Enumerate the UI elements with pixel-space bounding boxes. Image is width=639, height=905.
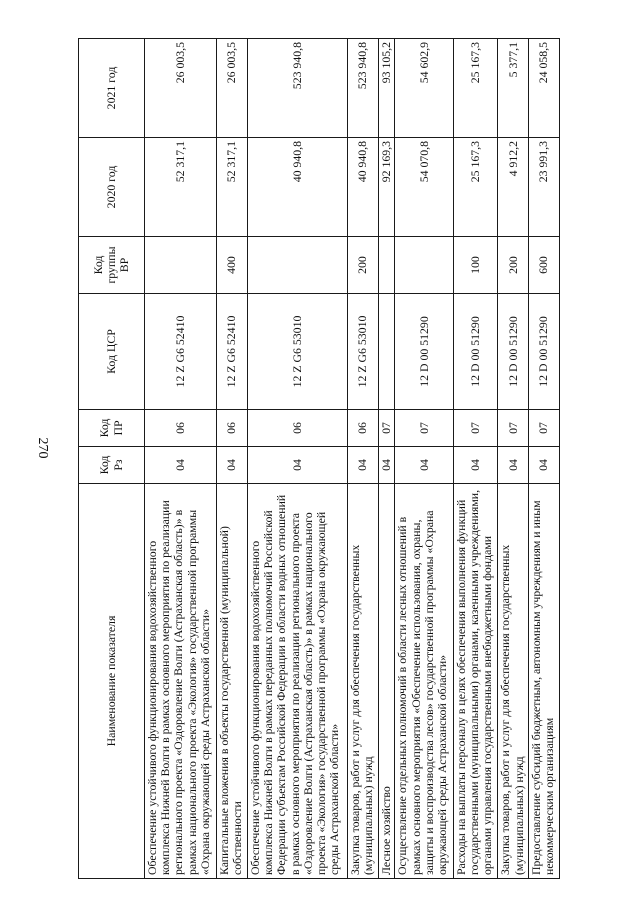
header-2020: 2020 год [79, 138, 145, 237]
table-row [347, 39, 378, 879]
table-row [145, 39, 217, 879]
row-rz: 04 [247, 447, 347, 484]
row-name: Осуществление отдельных полномочий в области лесных отношений в рамках основного мероприятия «Обеспечение использования, охраны, защиты и воспроизводства лесов» государственной программы «Охрана окружающей среды Астраханской области» [395, 484, 453, 879]
row-name: Расходы на выплаты персоналу в целях обеспечения выполнения функций государственными (муниципальными) органами, казенными учреждениями, органами управления государственными внебюджетными фондами [453, 484, 498, 879]
row-vr [395, 237, 453, 294]
header-2021: 2021 год [79, 39, 145, 138]
row-csr: 12 Z G6 52410 [217, 294, 248, 410]
row-2021: 523 940,8 [347, 39, 378, 138]
rotated-page-content [78, 39, 560, 879]
row-csr: 12 D 00 51290 [453, 294, 498, 410]
row-vr: 400 [217, 237, 248, 294]
table-row [529, 39, 560, 879]
row-name: Закупка товаров, работ и услуг для обеспечения государственных (муниципальных) нужд [347, 484, 378, 879]
budget-table [78, 38, 560, 879]
row-name: Обеспечение устойчивого функционирования водохозяйственного комплекса Нижней Волги в рамках основного мероприятия по реализации регионального проекта «Оздоровление Волги (Астраханская область)» в рамках национального проекта «Экология» государственной программы «Охрана окружающей среды Астраханской области» [145, 484, 217, 879]
row-2021: 93 105,2 [378, 39, 395, 138]
row-pr: 07 [453, 410, 498, 447]
row-name: Обеспечение устойчивого функционирования водохозяйственного комплекса Нижней Волги в рамках переданных полномочий Российской Федерации субъектам Российской Федерации в области водных отношений в рамках основного мероприятия по реализации регионального проекта «Оздоровление Волги (Астраханская область)» в рамках национального проекта «Экология» государственной программы «Охрана окружающей среды Астраханской области» [247, 484, 347, 879]
table-row [247, 39, 347, 879]
page-number: 270 [35, 437, 50, 459]
row-csr: 12 Z G6 53010 [347, 294, 378, 410]
table-row [453, 39, 498, 879]
row-2021: 25 167,3 [453, 39, 498, 138]
header-vr: Код группы ВР [79, 237, 145, 294]
row-2020: 4 912,2 [498, 138, 529, 237]
header-rz: Код Рз [79, 447, 145, 484]
row-csr [378, 294, 395, 410]
table-row [378, 39, 395, 879]
row-vr: 600 [529, 237, 560, 294]
table-row [498, 39, 529, 879]
row-rz: 04 [529, 447, 560, 484]
row-name: Закупка товаров, работ и услуг для обеспечения государственных (муниципальных) нужд [498, 484, 529, 879]
row-csr: 12 D 00 51290 [498, 294, 529, 410]
row-rz: 04 [498, 447, 529, 484]
row-name: Предоставление субсидий бюджетным, автономным учреждениям и иным некоммерческим организациям [529, 484, 560, 879]
header-pr: Код ПР [79, 410, 145, 447]
row-csr: 12 Z G6 53010 [247, 294, 347, 410]
row-csr: 12 D 00 51290 [395, 294, 453, 410]
row-csr: 12 Z G6 52410 [145, 294, 217, 410]
row-pr: 07 [395, 410, 453, 447]
row-pr: 07 [378, 410, 395, 447]
row-vr [145, 237, 217, 294]
row-rz: 04 [145, 447, 217, 484]
header-name: Наименование показателя [79, 484, 145, 879]
row-2020: 23 991,3 [529, 138, 560, 237]
row-2020: 52 317,1 [217, 138, 248, 237]
table-header-row [79, 39, 145, 879]
row-pr: 06 [217, 410, 248, 447]
row-name: Лесное хозяйство [378, 484, 395, 879]
row-2020: 25 167,3 [453, 138, 498, 237]
row-2021: 26 003,5 [217, 39, 248, 138]
row-pr: 06 [145, 410, 217, 447]
row-vr [247, 237, 347, 294]
row-2021: 523 940,8 [247, 39, 347, 138]
row-rz: 04 [347, 447, 378, 484]
row-2020: 40 940,8 [347, 138, 378, 237]
row-rz: 04 [217, 447, 248, 484]
row-2020: 54 070,8 [395, 138, 453, 237]
row-pr: 07 [529, 410, 560, 447]
row-2021: 54 602,9 [395, 39, 453, 138]
header-csr: Код ЦСР [79, 294, 145, 410]
row-csr: 12 D 00 51290 [529, 294, 560, 410]
row-2020: 52 317,1 [145, 138, 217, 237]
row-2021: 24 058,5 [529, 39, 560, 138]
row-rz: 04 [378, 447, 395, 484]
row-vr: 200 [498, 237, 529, 294]
row-2020: 92 169,3 [378, 138, 395, 237]
row-rz: 04 [453, 447, 498, 484]
row-name: Капитальные вложения в объекты государственной (муниципальной) собственности [217, 484, 248, 879]
row-vr: 200 [347, 237, 378, 294]
row-vr [378, 237, 395, 294]
row-pr: 06 [247, 410, 347, 447]
row-vr: 100 [453, 237, 498, 294]
table-row [217, 39, 248, 879]
row-2021: 26 003,5 [145, 39, 217, 138]
table-row [395, 39, 453, 879]
row-2021: 5 377,1 [498, 39, 529, 138]
row-2020: 40 940,8 [247, 138, 347, 237]
row-pr: 07 [498, 410, 529, 447]
row-rz: 04 [395, 447, 453, 484]
row-pr: 06 [347, 410, 378, 447]
